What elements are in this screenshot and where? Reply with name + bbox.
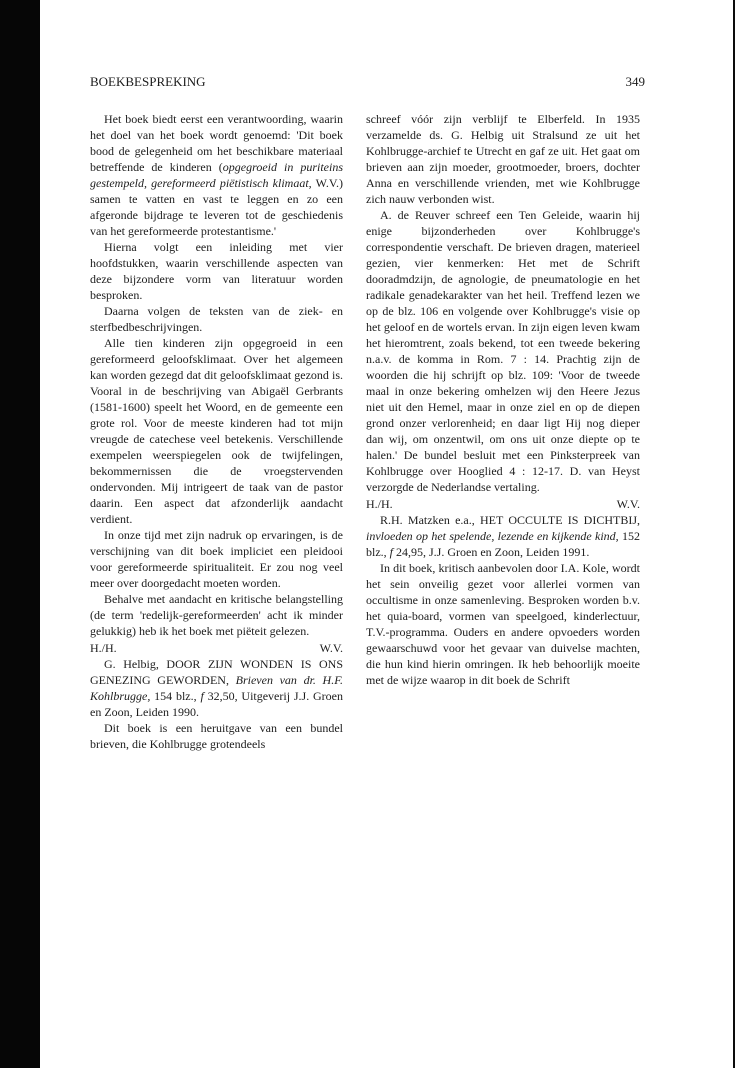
paragraph: Behalve met aandacht en kritische belangstelling (de term 'redelijk-gereformeerden' acht ik minder gelukkig) heb ik het boek met piëteit gelezen. [90,592,343,638]
signature-initials: W.V. [616,497,640,511]
book-subtitle: invloeden op het spelende, lezende en kijkende kind, [366,529,619,543]
signature-place: H./H. [366,497,393,511]
scan-binding-shadow [0,0,40,1068]
book-author: R.H. Matzken e.a., [380,513,475,527]
book-reference: R.H. Matzken e.a., HET OCCULTE IS DICHTBIJ, invloeden op het spelende, lezende en kijkende kind, 152 blz., f 24,95, J.J. Groen en Zoon, Leiden 1991. [366,513,641,559]
paragraph: Alle tien kinderen zijn opgegroeid in een gereformeerd geloofsklimaat. Over het algemeen kan worden gezegd dat dit geloofsklimaat gezond is. Vooral in de beschrijving van Abigaël Gerbrants (1581-1600) speelt het Woord, en de gemeente een grote rol. Voor de meeste kinderen had tot mijn vreugde de catechese veel betekenis. Verschillende exempelen weerspiegelen ook de twijfelingen, bekommernissen die de vroegstervenden ondervonden. Mij intrigeert de taak van de pastor daarin. Een aspect dat afzonderlijk aandacht verdient. [90,336,343,526]
scan-right-edge [733,0,735,1068]
review-signature [90,640,343,656]
page-header [90,74,645,90]
book-author: G. Helbig, [104,657,159,671]
book-title: HET OCCULTE IS DICHTBIJ, [480,513,641,527]
paragraph: Daarna volgen de teksten van de ziek- en sterfbedbeschrijvingen. [90,304,343,334]
paragraph: In dit boek, kritisch aanbevolen door I.A. Kole, wordt het sein onveilig gezet voor allerlei vormen van occultisme in onze samenleving. Besproken worden b.v. het quia-board, vormen van speelgoed, kinderlectuur, T.V.-programma. Ouders en andere opvoeders worden gewaarschuwd voor het gevaar van duivelse machten, die hun kind hierin omringen. Ik heb behoorlijk moeite met de wijze waarop in dit boek de Schrift [366,561,640,687]
paragraph: In onze tijd met zijn nadruk op ervaringen, is de verschijning van dit boek impliciet een pleidooi voor gereformeerde spiritualiteit. Er zou nog veel meer over doorgedacht moeten worden. [90,528,343,590]
book-reference: G. Helbig, DOOR ZIJN WONDEN IS ONS GENEZING GEWORDEN, Brieven van dr. H.F. Kohlbrugge, 154 blz., f 32,50, Uitgeverij J.J. Groen en Zoon, Leiden 1990. [90,657,344,719]
book-title: DOOR ZIJN WONDEN IS ONS GENEZING GEWORDEN, [90,657,344,687]
page-number: 349 [625,74,645,89]
section-title: BOEKBESPREKING [90,74,206,89]
left-column [90,111,343,752]
paragraph: A. de Reuver schreef een Ten Geleide, waarin hij enige bijzonderheden over Kohlbrugge's correspondentie verschaft. De brieven dragen, materieel gezien, vier kenmerken: Het met de Schrift dooradmdzijn, de agnologie, de pneumatologie en het radikale genadekarakter van het heil. Treffend lezen we op de blz. 106 en volgende over Kohlbrugge's visie op het geloof en de wortels ervan. In zijn eigen leven kwam het hieromtrent, zoals bekend, tot een tweede bekering n.a.v. de komma in Rom. 7 : 14. Prachtig zijn de woorden die hij schrijft op blz. 109: 'Voor de tweede maal in onze bekering omhelzen wij den Heere Jezus niet uit den Hemel, maar in onze ziel en op de diepen grond onzer verlorenheid; en daar ligt Hij nog dieper dan wij, om onzentwil, om ons uit onze diepte op te halen.' De bundel besluit met een Pinksterpreek van Kohlbrugge over Hooglied 4 : 12-17. D. van Heyst verzorgde de Nederlandse vertaling. [366,208,640,494]
paragraph: Dit boek is een heruitgave van een bundel brieven, die Kohlbrugge grotendeels [90,721,343,751]
signature-place: H./H. [90,641,117,655]
right-column [366,111,640,688]
paragraph: Het boek biedt eerst een verantwoording, waarin het doel van het boek wordt genoemd: 'Dit boek bood de gelegenheid om het beschikbare materiaal betreffende de kinderen (opgegroeid in puriteins gestempeld, gereformeerd piëtistisch klimaat, W.V.) samen te vatten en vast te leggen en zo een afgeronde bijdrage te leveren tot de geschiedenis van het gereformeerde protestantisme.' [90,112,344,238]
signature-initials: W.V. [319,641,343,655]
book-subtitle: Brieven van dr. H.F. Kohlbrugge, [90,673,344,703]
review-signature [366,496,640,512]
paragraph: schreef vóór zijn verblijf te Elberfeld. In 1935 verzamelde ds. G. Helbig uit Stralsund ze uit het Kohlbrugge-archief te Utrecht en gaf ze uit. Het gaat om brieven aan zijn moeder, grootmoeder, broers, dochter Anna en verschillende vrienden, met wie Kohlbrugge zich nauw verbonden wist. [366,112,640,206]
paragraph: Hierna volgt een inleiding met vier hoofdstukken, waarin verschillende aspecten van deze bijzondere vorm van literatuur worden besproken. [90,240,343,302]
